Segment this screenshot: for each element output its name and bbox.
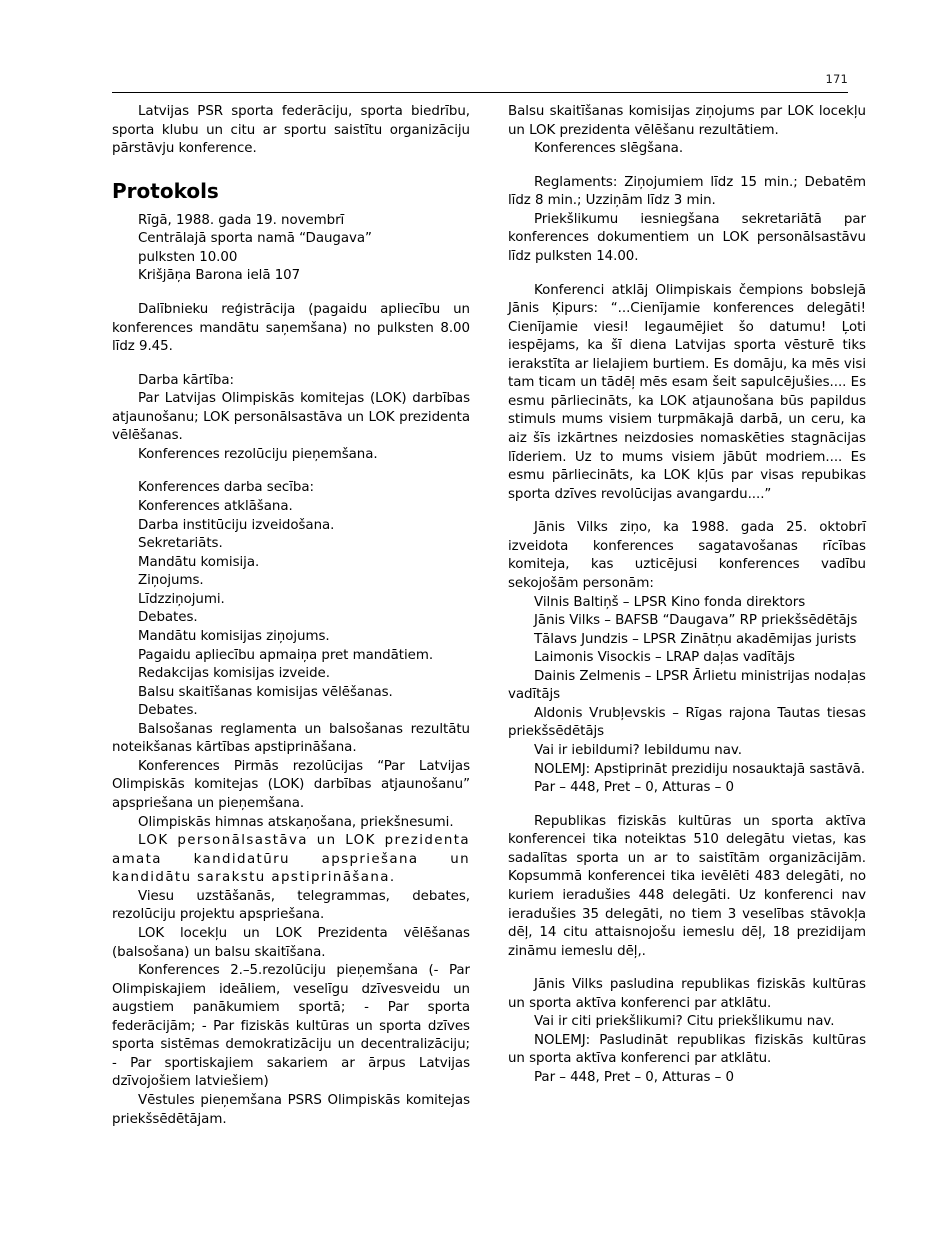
dateline-venue: Centrālajā sporta namā “Daugava” — [138, 231, 372, 247]
dateline-place: Rīgā, 1988. gada 19. novembrī — [138, 212, 345, 228]
dateline-address: Krišjāņa Barona ielā 107 — [138, 268, 301, 284]
committee-member-5: Dainis Zelmenis – LPSR Ārlietu ministrijas nodaļas vadītājs — [508, 668, 866, 703]
objections-line: Vai ir iebildumi? Iebildumu nav. — [534, 743, 742, 758]
opening-speech: Konferenci atklāj Olimpiskais čempions bobslejā Jānis Ķipurs: “...Cienījamie konferences delegāti! Cienījamie viesi! Iegaumējiet šo datumu! Ļoti iespējams, ka šī diena Latvijas sporta vēsturē tiks ierakstīta ar lielajiem burtiem. Es domāju, ka mēs visi tam ticam un tādēļ mēs esam šeit sapulcējušies.... Es esmu pārliecināts, ka LOK atjaunošana būs papildus stimuls mums visiem turpmākajā darbā, un ceru, ka aiz šīs izkārtnes neizdosies nomaskēties stagnācijas līderiem. Uz to mums visiem jābūt modriem.... Es esmu pārliecināts, ka LOK kļūs par visas repubikas sporta dzīves revolūcijas avangardu....” — [508, 282, 866, 502]
order-paragraph-2: Konferences Pirmās rezolūcijas “Par Latvijas Olimpiskās komitejas (LOK) darbības atjaunošanu” apspriešana un pieņemšana. — [112, 758, 470, 811]
agenda-heading: Darba kārtība: — [138, 372, 234, 388]
order-item-1: Konferences atklāšana. — [138, 499, 293, 514]
order-item-4: Mandātu komisija. — [138, 554, 260, 570]
intro-paragraph: Latvijas PSR sporta federāciju, sporta biedrību, sporta klubu un citu ar sportu saistītu organizāciju pārstāvju konference. — [112, 104, 470, 157]
order-paragraph-4: LOK personālsastāva un LOK prezidenta amata kandidatūru apspriešana un kandidātu sarakstu apstiprināšana. — [112, 833, 470, 886]
committee-member-1: Vilnis Baltiņš – LPSR Kino fonda direktors — [534, 594, 806, 610]
top-item-1: Balsu skaitīšanas komisijas ziņojums par LOK locekļu un LOK prezidenta vēlēšanu rezultātiem. — [508, 104, 866, 138]
order-item-8: Mandātu komisijas ziņojums. — [138, 628, 330, 644]
left-column — [112, 103, 470, 1180]
agenda-item-1: Par Latvijas Olimpiskās komitejas (LOK) darbības atjaunošanu; LOK personālsastāva un LOK prezidenta vēlēšanas. — [112, 391, 470, 444]
order-item-2: Darba institūciju izveidošana. — [138, 517, 335, 533]
registration-paragraph: Dalībnieku reģistrācija (pagaidu apliecību un konferences mandātu saņemšana) no pulksten 8.00 līdz 9.45. — [112, 301, 470, 355]
order-item-6: Līdzziņojumi. — [138, 591, 225, 607]
committee-member-2: Jānis Vilks – BAFSB “Daugava” RP priekšsēdētājs — [534, 613, 858, 629]
order-item-12: Debates. — [138, 703, 198, 719]
order-heading: Konferences darba secība: — [138, 480, 314, 496]
regulation-paragraph-2: Priekšlikumu iesniegšana sekretariātā par konferences dokumentiem un LOK personālsastāvu līdz pulksten 14.00. — [508, 211, 866, 264]
page-number: 171 — [825, 72, 848, 86]
vote-line-2: Par – 448, Pret – 0, Atturas – 0 — [534, 1070, 734, 1085]
two-column-body — [112, 103, 866, 1180]
order-paragraph-7: Konferences 2.–5.rezolūciju pieņemšana (- Par Olimpiskajiem ideāliem, veselīgu dzīvesveidu un augstiem panākumiem sportā; - Par sporta federācijām; - Par fiziskās kultūras un sporta dzīves sporta sistēmas demokratizāciju un decentralizāciju; - Par sportiskajiem sakariem ar ārpus Latvijas dzīvojošiem latviešiem) — [112, 963, 470, 1090]
order-paragraph-5: Viesu uzstāšanās, telegrammas, debates, rezolūciju projektu apspriešana. — [112, 888, 470, 923]
order-item-3: Sekretariāts. — [138, 536, 223, 552]
right-column — [508, 103, 866, 1180]
agenda-item-2: Konferences rezolūciju pieņemšana. — [138, 446, 378, 462]
order-paragraph-6: LOK locekļu un LOK Prezidenta vēlēšanas (balsošana) un balsu skaitīšana. — [112, 925, 470, 960]
order-paragraph-1: Balsošanas reglamenta un balsošanas rezultātu noteikšanas kārtības apstiprināšana. — [112, 721, 470, 756]
delegates-paragraph: Republikas fiziskās kultūras un sporta aktīva konferencei tika noteiktas 510 delegātu vietas, kas sadalītas sporta un ar to saistītām organizācijām. Kopsummā konferencei tika ievēlēti 483 delegāti, no kuriem ieradušies 448 delegāti. Uz konferenci nav ieradušies 35 delegāti, no tiem 3 veselības stāvokļa dēļ, 14 citu attaisnojošu iemeslu dēļ, 18 prezidijam zināmu iemeslu dēļ,. — [508, 813, 866, 959]
order-item-11: Balsu skaitīšanas komisijas vēlēšanas. — [138, 684, 393, 700]
header-rule — [112, 92, 848, 93]
decision-line-1: NOLEMJ: Apstiprināt prezidiju nosauktajā sastāvā. — [534, 761, 865, 777]
committee-member-3: Tālavs Jundzis – LPSR Zinātņu akadēmijas jurists — [534, 631, 857, 647]
order-paragraph-3: Olimpiskās himnas atskaņošana, priekšnesumi. — [138, 814, 454, 830]
decision-line-2: NOLEMJ: Pasludināt republikas fiziskās kultūras un sporta aktīva konferenci par atklātu. — [508, 1032, 866, 1067]
top-item-2: Konferences slēgšana. — [534, 141, 684, 157]
order-item-5: Ziņojums. — [138, 573, 204, 589]
committee-intro: Jānis Vilks ziņo, ka 1988. gada 25. oktobrī izveidota konferences sagatavošanas rīcības komiteja, kas uzticējusi konferences vadību sekojošām personām: — [508, 520, 866, 591]
committee-member-4: Laimonis Visockis – LRAP daļas vadītājs — [534, 650, 795, 666]
dateline-time: pulksten 10.00 — [138, 249, 238, 265]
chairman-line: Aldonis Vrubļevskis – Rīgas rajona Tautas tiesas priekšsēdētājs — [508, 705, 866, 740]
proposals-line: Vai ir citi priekšlikumi? Citu priekšlikumu nav. — [534, 1014, 835, 1030]
announce-paragraph: Jānis Vilks pasludina republikas fiziskās kultūras un sporta aktīva konferenci par atklātu. — [508, 977, 866, 1011]
order-item-10: Redakcijas komisijas izveide. — [138, 666, 330, 682]
vote-line-1: Par – 448, Pret – 0, Atturas – 0 — [534, 780, 734, 796]
order-paragraph-8: Vēstules pieņemšana PSRS Olimpiskās komitejas priekšsēdētājam. — [112, 1093, 470, 1127]
regulation-paragraph-1: Reglaments: Ziņojumiem līdz 15 min.; Debatēm līdz 8 min.; Uzziņām līdz 3 min. — [508, 174, 866, 209]
section-title: Protokols — [112, 178, 219, 203]
order-item-9: Pagaidu apliecību apmaiņa pret mandātiem. — [138, 647, 434, 663]
order-item-7: Debates. — [138, 610, 198, 626]
